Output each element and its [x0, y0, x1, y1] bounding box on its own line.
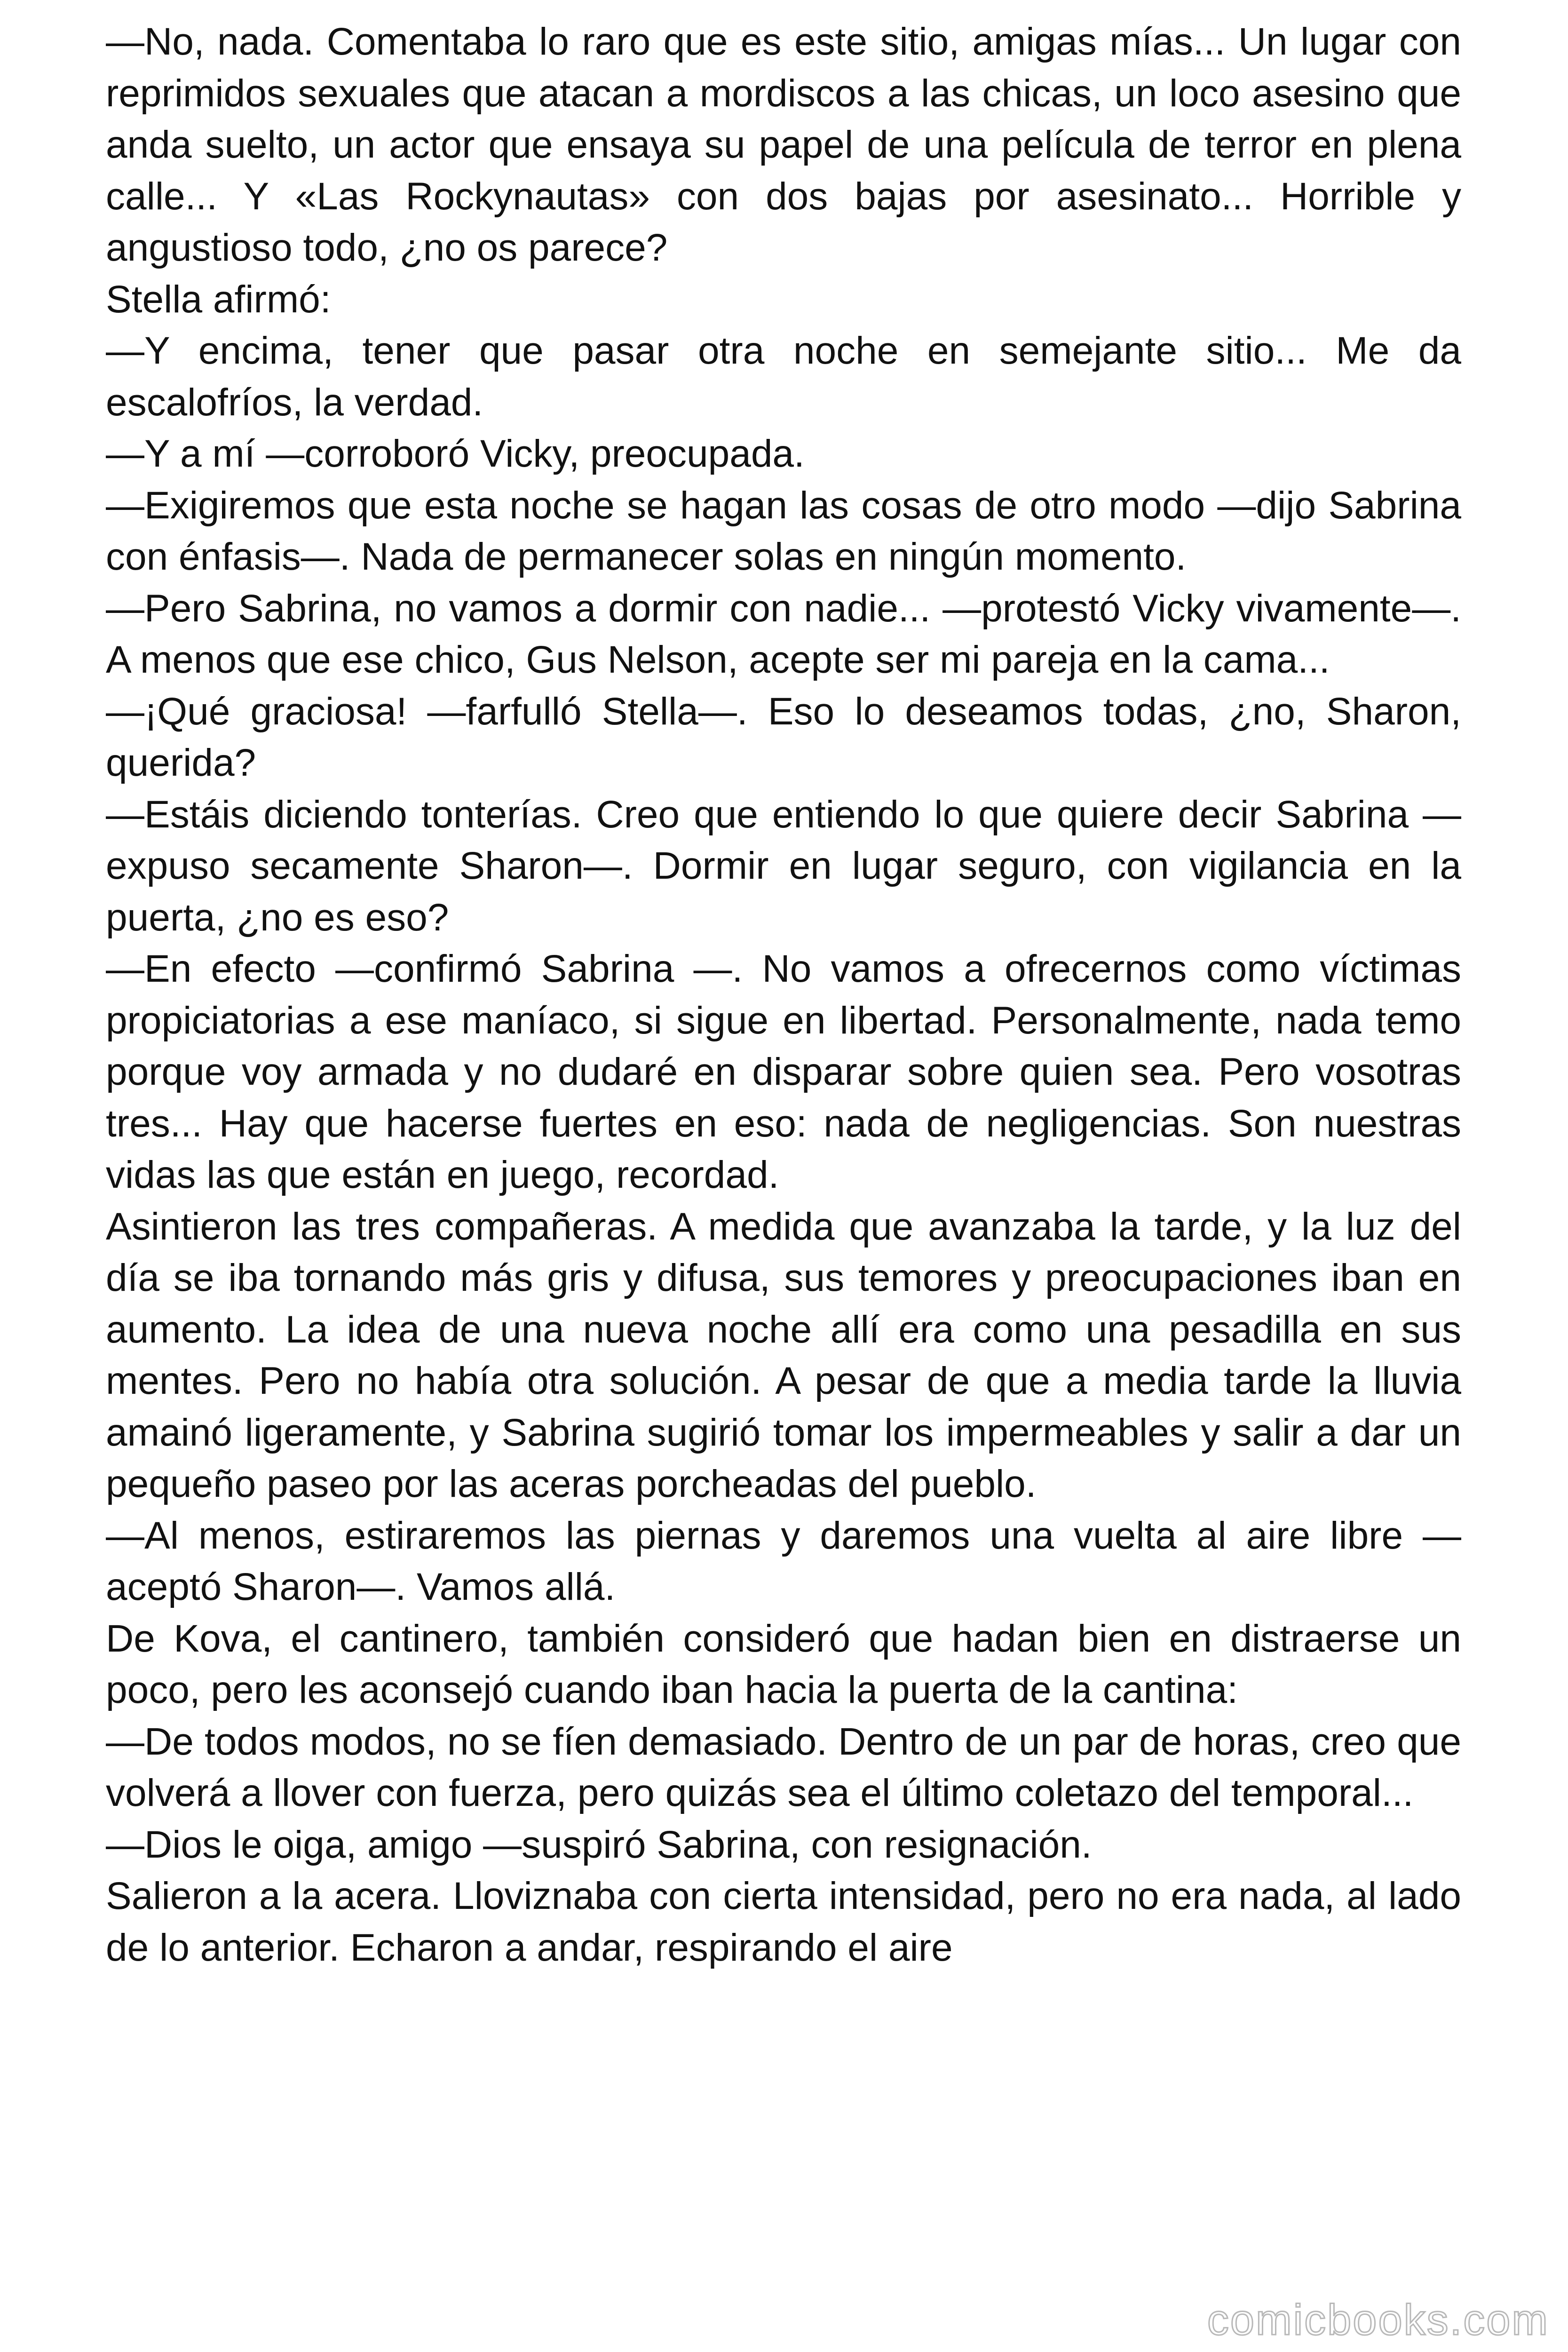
paragraph: —No, nada. Comentaba lo raro que es este sitio, amigas mías... Un lugar con reprimidos sexuales que atacan a mordiscos a las chicas, un loco asesino que anda suelto, un actor que ensaya su papel de una película de terror en plena calle... Y «Las Rockynautas» con dos bajas por asesinato... Horrible y angustioso todo, ¿no os parece?	[106, 20, 1461, 269]
paragraph: —¡Qué graciosa! —farfulló Stella—. Eso lo deseamos todas, ¿no, Sharon, querida?	[106, 690, 1461, 784]
paragraph: —Estáis diciendo tonterías. Creo que entiendo lo que quiere decir Sabrina —expuso secamente Sharon—. Dormir en lugar seguro, con vigilancia en la puerta, ¿no es eso?	[106, 793, 1461, 939]
paragraph: —Exigiremos que esta noche se hagan las cosas de otro modo —dijo Sabrina con énfasis—. Nada de permanecer solas en ningún momento.	[106, 484, 1461, 578]
paragraph: —Al menos, estiraremos las piernas y daremos una vuelta al aire libre —aceptó Sharon—. Vamos allá.	[106, 1514, 1461, 1608]
paragraph: —De todos modos, no se fíen demasiado. Dentro de un par de horas, creo que volverá a llover con fuerza, pero quizás sea el último coletazo del temporal...	[106, 1720, 1461, 1814]
paragraph: —Y encima, tener que pasar otra noche en semejante sitio... Me da escalofríos, la verdad.	[106, 329, 1461, 424]
paragraph: —En efecto —confirmó Sabrina —. No vamos a ofrecernos como víctimas propiciatorias a ese maníaco, si sigue en libertad. Personalmente, nada temo porque voy armada y no dudaré en disparar sobre quien sea. Pero vosotras tres... Hay que hacerse fuertes en eso: nada de negligencias. Son nuestras vidas las que están en juego, recordad.	[106, 947, 1461, 1196]
paragraph: —Dios le oiga, amigo —suspiró Sabrina, con resignación.	[106, 1823, 1092, 1866]
body-text	[106, 16, 1461, 1973]
paragraph: De Kova, el cantinero, también consideró que hadan bien en distraerse un poco, pero les aconsejó cuando iban hacia la puerta de la cantina:	[106, 1617, 1461, 1711]
watermark: comicbooks.com	[1207, 2296, 1549, 2344]
paragraph: Asintieron las tres compañeras. A medida que avanzaba la tarde, y la luz del día se iba tornando más gris y difusa, sus temores y preocupaciones iban en aumento. La idea de una nueva noche allí era como una pesadilla en sus mentes. Pero no había otra solución. A pesar de que a media tarde la lluvia amainó ligeramente, y Sabrina sugirió tomar los impermeables y salir a dar un pequeño paseo por las aceras porcheadas del pueblo.	[106, 1205, 1461, 1505]
paragraph: Stella afirmó:	[106, 278, 331, 321]
paragraph: —Y a mí —corroboró Vicky, preocupada.	[106, 432, 805, 475]
paragraph: Salieron a la acera. Lloviznaba con cierta intensidad, pero no era nada, al lado de lo anterior. Echaron a andar, respirando el aire	[106, 1875, 1461, 1969]
paragraph: —Pero Sabrina, no vamos a dormir con nadie... —protestó Vicky vivamente—. A menos que ese chico, Gus Nelson, acepte ser mi pareja en la cama...	[106, 587, 1461, 681]
